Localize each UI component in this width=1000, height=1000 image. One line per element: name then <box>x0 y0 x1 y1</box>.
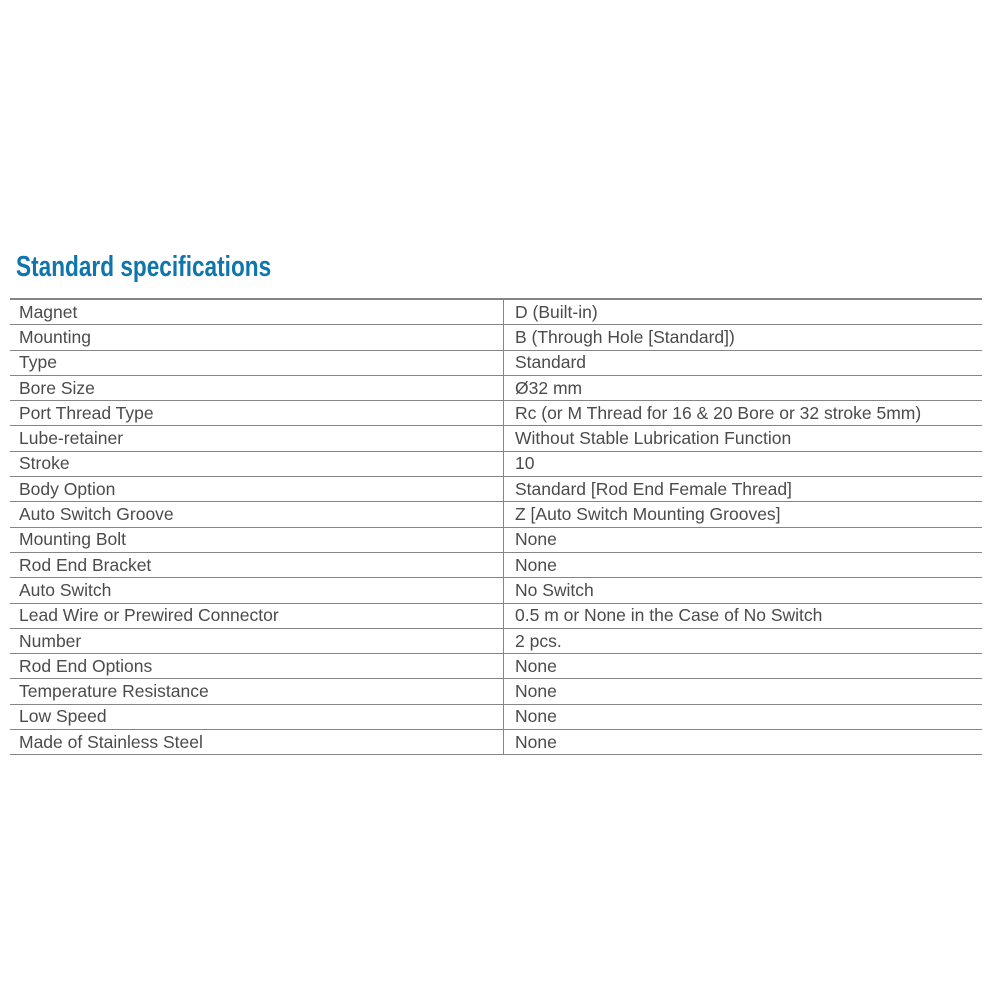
spec-label: Type <box>10 350 504 375</box>
spec-label: Stroke <box>10 451 504 476</box>
spec-row <box>10 603 982 628</box>
spec-label: Lead Wire or Prewired Connector <box>10 603 504 628</box>
spec-row <box>10 654 982 679</box>
spec-row <box>10 730 982 755</box>
spec-label: Made of Stainless Steel <box>10 730 504 755</box>
spec-row <box>10 704 982 729</box>
spec-label: Body Option <box>10 477 504 502</box>
spec-label: Rod End Bracket <box>10 552 504 577</box>
spec-table <box>10 298 982 755</box>
spec-row <box>10 401 982 426</box>
spec-label: Temperature Resistance <box>10 679 504 704</box>
spec-table-body <box>10 299 982 755</box>
spec-label: Lube-retainer <box>10 426 504 451</box>
spec-value: Rc (or M Thread for 16 & 20 Bore or 32 stroke 5mm) <box>504 401 983 426</box>
spec-value: Standard <box>504 350 983 375</box>
spec-value: No Switch <box>504 578 983 603</box>
spec-value: None <box>504 527 983 552</box>
spec-label: Port Thread Type <box>10 401 504 426</box>
spec-row <box>10 578 982 603</box>
spec-value: None <box>504 704 983 729</box>
spec-label: Magnet <box>10 299 504 325</box>
spec-value: D (Built-in) <box>504 299 983 325</box>
spec-row <box>10 375 982 400</box>
spec-row <box>10 502 982 527</box>
spec-row <box>10 679 982 704</box>
spec-row <box>10 552 982 577</box>
spec-label: Number <box>10 628 504 653</box>
spec-value: Z [Auto Switch Mounting Grooves] <box>504 502 983 527</box>
spec-value: None <box>504 654 983 679</box>
spec-label: Rod End Options <box>10 654 504 679</box>
spec-row <box>10 350 982 375</box>
spec-row <box>10 477 982 502</box>
spec-value: Without Stable Lubrication Function <box>504 426 983 451</box>
spec-value: None <box>504 679 983 704</box>
spec-value: 0.5 m or None in the Case of No Switch <box>504 603 983 628</box>
spec-label: Auto Switch <box>10 578 504 603</box>
page-title: Standard specifications <box>16 251 272 283</box>
spec-value: Standard [Rod End Female Thread] <box>504 477 983 502</box>
spec-row <box>10 451 982 476</box>
spec-row <box>10 628 982 653</box>
spec-label: Auto Switch Groove <box>10 502 504 527</box>
spec-row <box>10 426 982 451</box>
spec-value: None <box>504 552 983 577</box>
spec-row <box>10 325 982 350</box>
spec-label: Low Speed <box>10 704 504 729</box>
spec-value: B (Through Hole [Standard]) <box>504 325 983 350</box>
spec-label: Mounting Bolt <box>10 527 504 552</box>
spec-row <box>10 527 982 552</box>
spec-row <box>10 299 982 325</box>
spec-value: None <box>504 730 983 755</box>
spec-value: Ø32 mm <box>504 375 983 400</box>
spec-label: Bore Size <box>10 375 504 400</box>
spec-value: 10 <box>504 451 983 476</box>
spec-label: Mounting <box>10 325 504 350</box>
spec-value: 2 pcs. <box>504 628 983 653</box>
